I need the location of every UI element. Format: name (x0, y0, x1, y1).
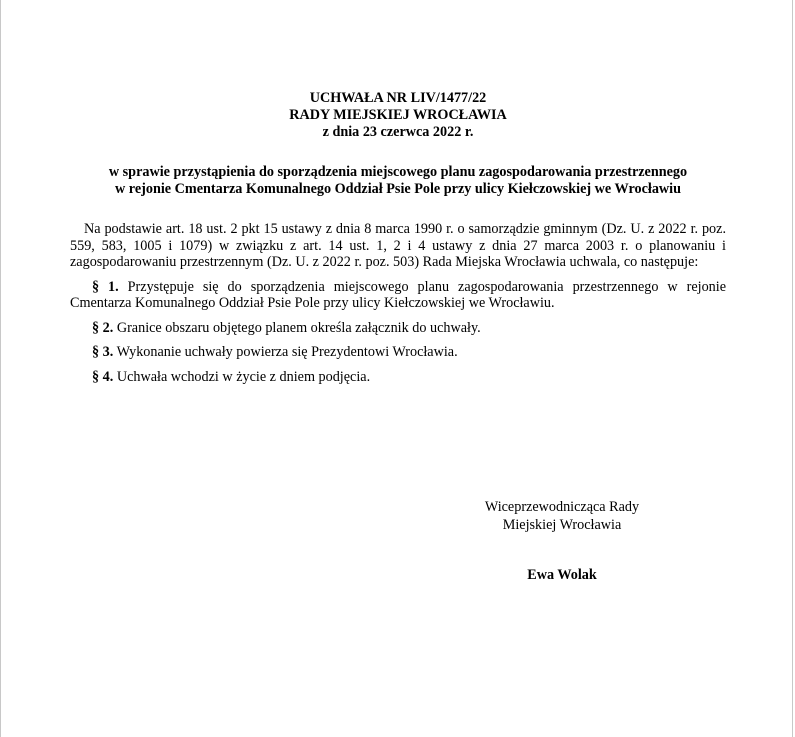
paragraph-symbol: § 4. (92, 368, 114, 385)
document-body (70, 90, 726, 385)
paragraph-3 (70, 344, 726, 361)
resolution-subject (70, 164, 726, 197)
paragraph-symbol: § 1. (92, 278, 119, 295)
paragraph-text: Przystępuje się do sporządzenia miejscowego planu zagospodarowania przestrzennego w rejonie Cmentarza Komunalnego Oddział Psie Pole przy ulicy Kiełczowskiej we Wrocławiu. (70, 278, 726, 311)
paragraph-1 (70, 279, 726, 312)
council-name: RADY MIEJSKIEJ WROCŁAWIA (289, 107, 507, 123)
resolution-date: z dnia 23 czerwca 2022 r. (322, 124, 474, 140)
signatory-role-line-2: Miejskiej Wrocławia (502, 517, 622, 533)
subject-line-2: w rejonie Cmentarza Komunalnego Oddział Psie Pole przy ulicy Kiełczowskiej we Wrocławiu (115, 180, 681, 197)
paragraph-symbol: § 3. (92, 344, 114, 360)
paragraph-symbol: § 2. (92, 319, 114, 336)
subject-line-1: w sprawie przystąpienia do sporządzenia miejscowego planu zagospodarowania przestrzennego (108, 164, 688, 180)
resolution-header (70, 90, 726, 141)
paragraph-text: Uchwała wchodzi w życie z dniem podjęcia. (116, 368, 371, 385)
paragraph-text: Wykonanie uchwały powierza się Prezydentowi Wrocławia. (116, 344, 458, 360)
preamble: Na podstawie art. 18 ust. 2 pkt 15 ustawy z dnia 8 marca 1990 r. o samorządzie gminnym (Dz. U. z 2022 r. poz. 559, 583, 1005 i 1079) w związku z art. 14 ust. 1, 2 i 4 ustawy z dnia 27 marca 2003 r. o planowaniu i zagospodarowaniu przestrzennym (Dz. U. z 2022 r. poz. 503) Rada Miejska Wrocławia uchwala, co następuje: (70, 221, 726, 270)
signatory-name: Ewa Wolak (527, 567, 597, 583)
signatory-role-line-1: Wiceprzewodnicząca Rady (484, 499, 640, 515)
paragraph-2 (70, 320, 726, 337)
paragraph-text: Granice obszaru objętego planem określa załącznik do uchwały. (116, 319, 481, 336)
resolution-number: UCHWAŁA NR LIV/1477/22 (309, 90, 487, 106)
paragraph-4 (70, 369, 726, 386)
signature-block (482, 498, 642, 584)
